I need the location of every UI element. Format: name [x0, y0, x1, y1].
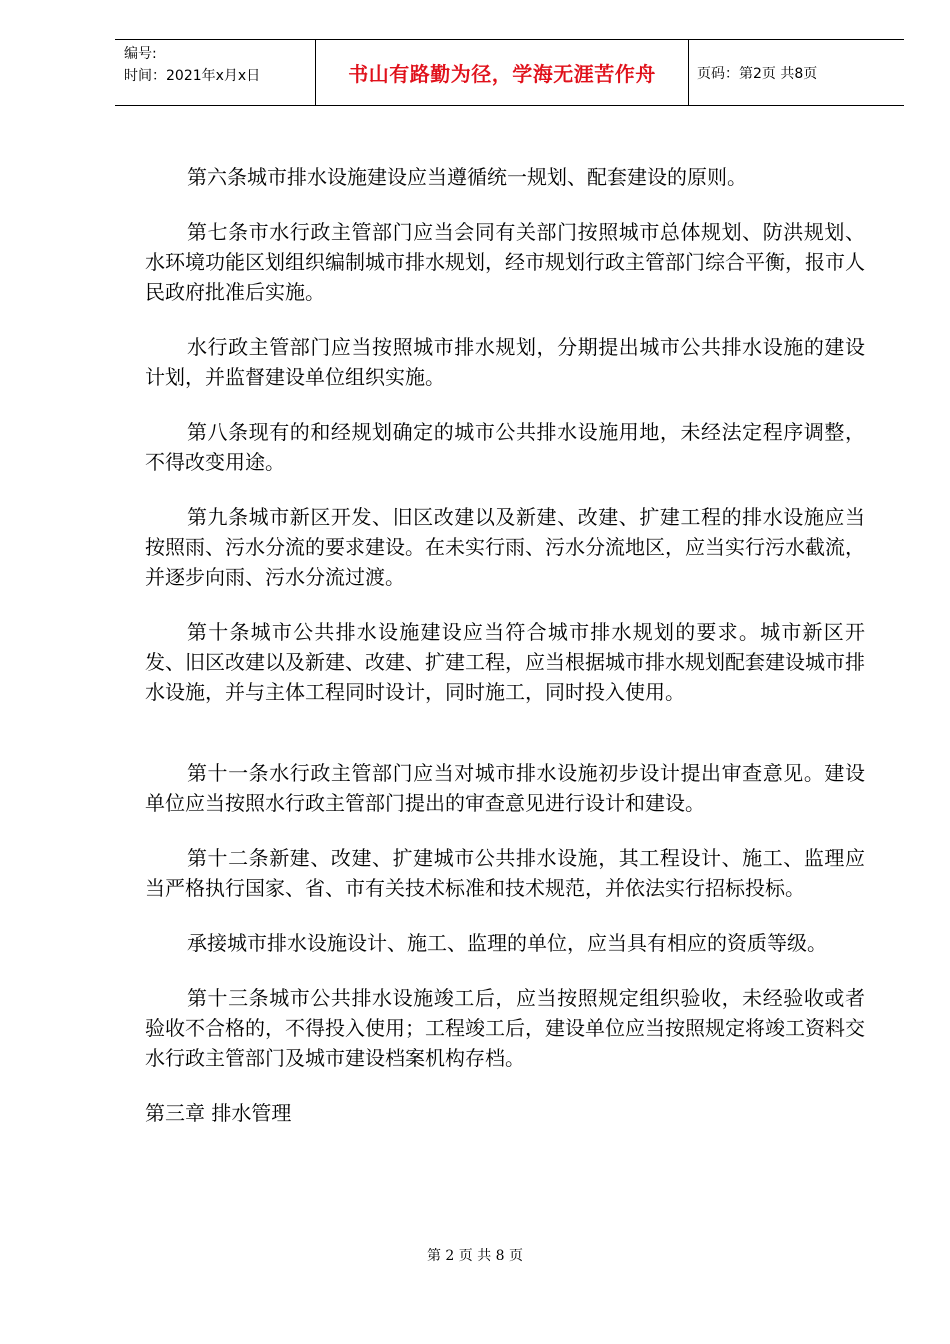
document-body	[145, 162, 865, 1153]
document-time-label: 时间：2021年x月x日	[124, 68, 261, 84]
article-10: 第十条城市公共排水设施建设应当符合城市排水规划的要求。城市新区开发、旧区改建以及新建、改建、扩建工程，应当根据城市排水规划配套建设城市排水设施，并与主体工程同时设计，同时施工，同时投入使用。	[145, 620, 865, 704]
article-13: 第十三条城市公共排水设施竣工后，应当按照规定组织验收，未经验收或者验收不合格的，不得投入使用；工程竣工后，建设单位应当按照规定将竣工资料交水行政主管部门及城市建设档案机构存档。	[145, 986, 865, 1070]
article-12: 第十二条新建、改建、扩建城市公共排水设施，其工程设计、施工、监理应当严格执行国家、省、市有关技术标准和技术规范，并依法实行招标投标。	[145, 846, 865, 900]
article-8: 第八条现有的和经规划确定的城市公共排水设施用地，未经法定程序调整，不得改变用途。	[145, 420, 865, 474]
header-page-info: 页码：第2页 共8页	[697, 65, 818, 82]
chapter-heading: 第三章 排水管理	[145, 1101, 292, 1125]
article-12-paragraph-2: 承接城市排水设施设计、施工、监理的单位，应当具有相应的资质等级。	[187, 931, 827, 955]
page-footer: 第 2 页 共 8 页	[426, 1248, 524, 1264]
article-7: 第七条市水行政主管部门应当会同有关部门按照城市总体规划、防洪规划、水环境功能区划组织编制城市排水规划，经市规划行政主管部门综合平衡，报市人民政府批准后实施。	[145, 220, 865, 304]
article-6: 第六条城市排水设施建设应当遵循统一规划、配套建设的原则。	[187, 165, 747, 189]
article-7-paragraph-2: 水行政主管部门应当按照城市排水规划，分期提出城市公共排水设施的建设计划，并监督建设单位组织实施。	[145, 335, 865, 389]
document-number-label: 编号:	[124, 46, 157, 62]
article-11: 第十一条水行政主管部门应当对城市排水设施初步设计提出审查意见。建设单位应当按照水行政主管部门提出的审查意见进行设计和建设。	[145, 761, 865, 815]
header-motto: 书山有路勤为径，学海无涯苦作舟	[316, 40, 689, 105]
header-meta	[115, 40, 316, 105]
article-9: 第九条城市新区开发、旧区改建以及新建、改建、扩建工程的排水设施应当按照雨、污水分流的要求建设。在未实行雨、污水分流地区，应当实行污水截流，并逐步向雨、污水分流过渡。	[145, 505, 865, 589]
page-header	[115, 39, 904, 106]
